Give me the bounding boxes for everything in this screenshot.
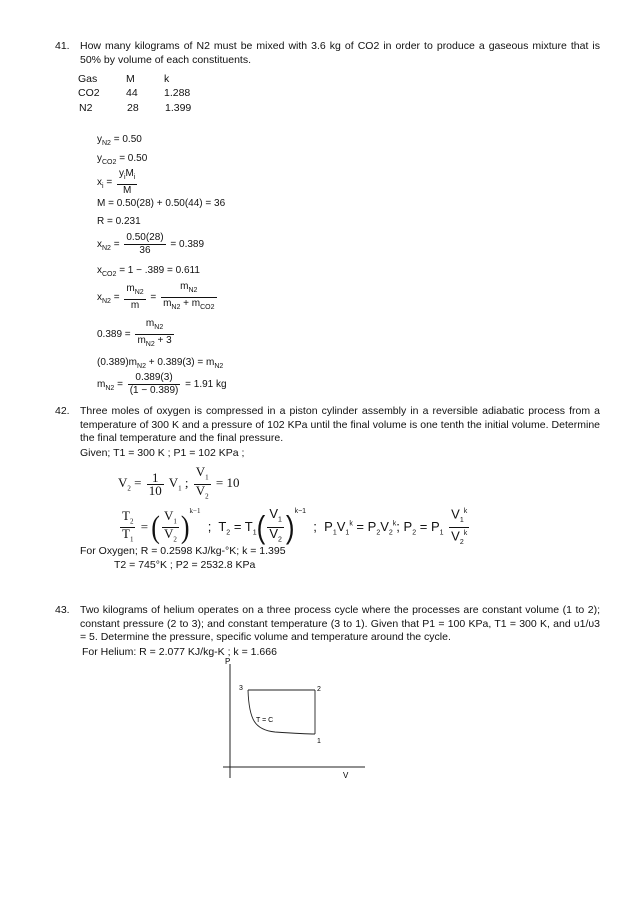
eq-gas-constant: R = 0.231: [97, 216, 141, 227]
eq-result-mass: $m_{N2}$ = $\frac{0.389(3)}{(1 - 0.389)}$ = 1.91 kg: [97, 372, 227, 396]
eq-0389: 0.389 = $\frac{m_{N2}}{m_{N2} + 3}$: [97, 318, 176, 351]
question-text: Two kilograms of helium operates on a three process cycle where the processes are constant volume (1 to 2); constant pressure (2 to 3); and constant temperature (3 to 1). Given that P1 = 100 KPa, T1 = 300 K, and υ1/υ3 = 5. Determine the pressure, specific volume and temperature around the cycle.: [80, 604, 600, 643]
point-3-label: 3: [239, 685, 243, 692]
isotherm-label: T = C: [256, 717, 274, 724]
oxygen-properties: For Oxygen; R = 0.2598 KJ/kg-°K; k = 1.395: [80, 545, 286, 557]
table-header-m: M: [126, 73, 135, 85]
eq-x-n2: $x_{N2}$ = $\frac{0.50(28)}{36}$ = 0.389: [97, 232, 205, 256]
eq-y-co2: $y_{CO2} = 0.50$: [97, 153, 148, 166]
table-cell: 1.399: [165, 102, 192, 114]
point-2-label: 2: [317, 686, 321, 693]
table-cell: 44: [126, 87, 138, 99]
question-41: [55, 40, 600, 67]
table-cell: CO2: [78, 87, 100, 99]
question-number: 43.: [55, 604, 70, 616]
eq-adiabatic: $\frac{T_2}{T_1}$ = ( $\frac{V_1}{V_2}$ )$^{k-1}$ ; $T_2 = T_1$( $\frac{V_1}{V_2}$ )$^{k-1}$ ; $P_1V_1^k = P_2V_2^k$; $P_2 = P_1$ $\frac{V_1^k}{V_2^k}$: [118, 506, 471, 549]
gas-table: [78, 73, 192, 115]
table-cell: 28: [127, 102, 139, 114]
table-header: [78, 73, 192, 87]
table-row: [78, 87, 192, 101]
table-cell: 1.288: [164, 87, 191, 99]
table-row: [78, 101, 192, 115]
question-number: 42.: [55, 405, 70, 417]
question-text: Three moles of oxygen is compressed in a piston cylinder assembly in a reversible adiabatic process from a temperature of 300 K and a pressure of 102 KPa until the final volume is one tenth the initial volume. Determine the final temperature and the final pressure.: [80, 405, 600, 444]
table-header-k: k: [164, 73, 170, 85]
question-number: 41.: [55, 40, 70, 52]
eq-y-n2: $y_{N2} = 0.50$: [97, 134, 142, 147]
table-header-gas: Gas: [78, 73, 98, 85]
eq-x-co2: $x_{CO2} = 1 - .389 = 0.611$: [97, 265, 200, 278]
eq-linear: $(0.389)m_{N2} + 0.389(3) = m_{N2}$: [97, 357, 224, 370]
result-42: T2 = 745°K ; P2 = 2532.8 KPa: [114, 559, 256, 571]
v-axis-label: V: [343, 771, 349, 780]
eq-volume-ratio: $V_2$ = $\frac{1}{10}$ $V_1$ ; $\frac{V_1}{V_2}$ = 10: [118, 464, 240, 501]
table-cell: N2: [79, 102, 93, 114]
eq-x-n2-mass: $x_{N2}$ = $\frac{m_{N2}}{m}$ = $\frac{m_{N2}}{m_{N2} + m_{CO2}}$: [97, 281, 219, 314]
eq-molar-mass: M = 0.50(28) + 0.50(44) = 36: [97, 198, 226, 209]
question-42: [55, 405, 600, 446]
eq-x-i: $x_i$ = $\frac{y_iM_i}{M}$: [97, 168, 136, 196]
helium-properties: For Helium: R = 2.077 KJ/kg-K ; k = 1.666: [82, 646, 277, 658]
given-line: Given; T1 = 300 K ; P1 = 102 KPa ;: [80, 447, 245, 459]
question-text: How many kilograms of N2 must be mixed with 3.6 kg of CO2 in order to produce a gaseous mixture that is 50% by volume of each constituents.: [80, 40, 600, 66]
p-axis-label: P: [225, 657, 231, 666]
pv-diagram: [215, 650, 375, 785]
isothermal-curve: [248, 690, 315, 734]
question-43: [55, 604, 600, 645]
point-1-label: 1: [317, 738, 321, 745]
